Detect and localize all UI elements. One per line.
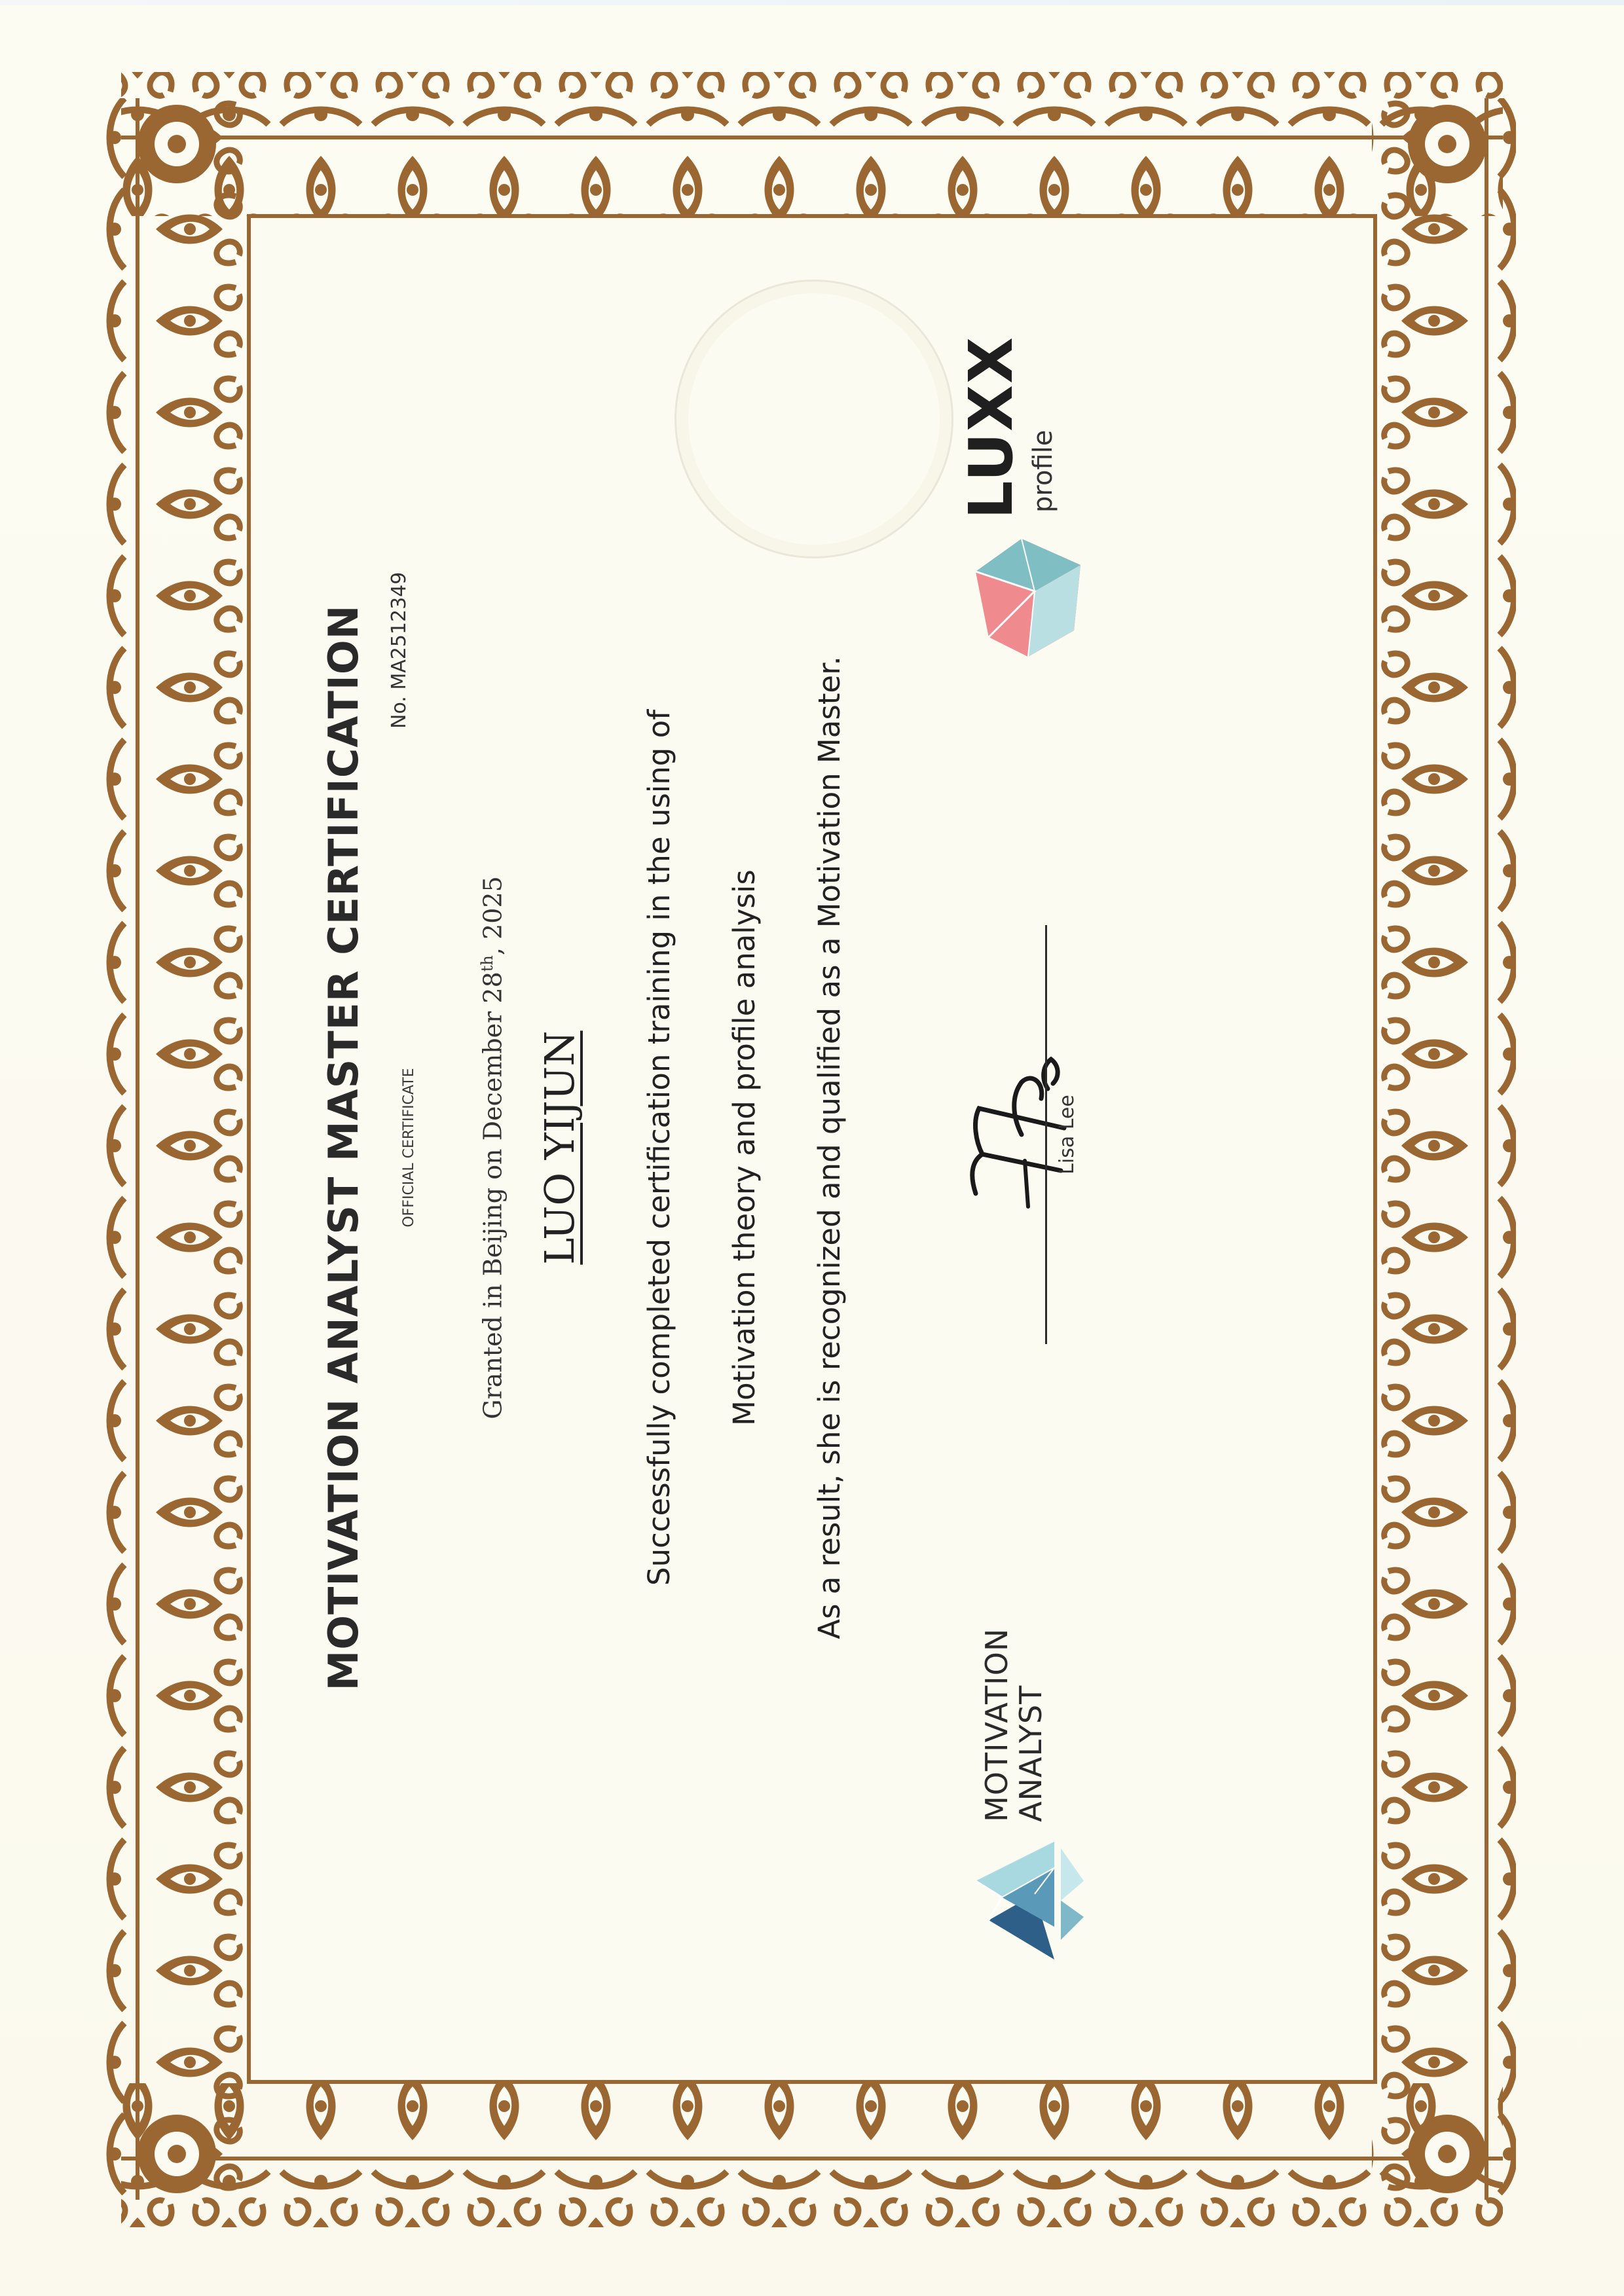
body-line-3: As a result, she is recognized and qualified as a Motivation Master.	[812, 656, 847, 1639]
recipient-name-line	[536, 166, 583, 2130]
motivation-analyst-logo	[963, 1626, 1094, 1966]
motivation-analyst-wordmark	[980, 1628, 1048, 1822]
granted-line	[478, 166, 507, 2130]
recipient-name: LUO YIJUN	[536, 1030, 583, 1265]
certificate-content	[190, 166, 1434, 2130]
signer-name: Lisa Lee	[1056, 1095, 1079, 1175]
signature-line	[1045, 925, 1047, 1344]
gem-icon	[963, 532, 1094, 663]
certificate-title: MOTIVATION ANALYST MASTER CERTIFICATION	[320, 604, 367, 1691]
body-line-1: Successfully completed certification training in the using of	[642, 709, 676, 1586]
body-line-2: Motivation theory and profile analysis	[727, 869, 762, 1426]
luxx-profile-logo	[950, 336, 1107, 663]
luxx-subtitle: profile	[1028, 429, 1058, 513]
mountain-icon	[963, 1835, 1087, 1966]
certificate-number: No. MA2512349	[388, 572, 411, 729]
granted-suffix: , 2025	[478, 876, 507, 956]
signature-block	[923, 925, 1079, 1344]
logo-line-1: MOTIVATION	[979, 1628, 1014, 1822]
certificate-subtitle: OFFICIAL CERTIFICATE	[401, 1068, 417, 1228]
luxx-wordmark: LUXX	[956, 336, 1026, 519]
granted-ordinal: th	[478, 955, 496, 972]
logo-line-2: ANALYST	[1013, 1685, 1048, 1822]
granted-prefix: Granted in Beijing on December 28	[478, 972, 507, 1419]
